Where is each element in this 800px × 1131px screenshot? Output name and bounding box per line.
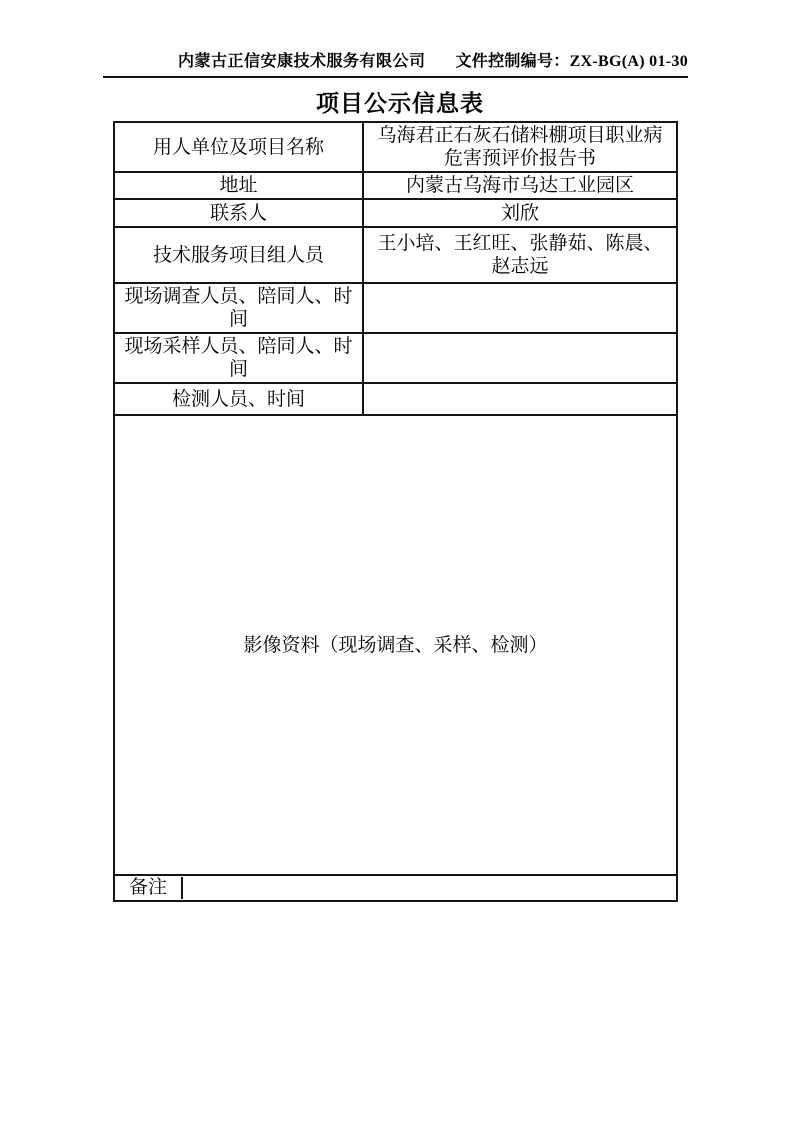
row-label-cell: 检测人员、时间 [114,383,363,415]
row-value-cell: 内蒙古乌海市乌达工业园区 [363,172,677,199]
row-label-cell: 技术服务项目组人员 [114,227,363,283]
row-value-cell: 王小培、王红旺、张静茹、陈晨、赵志远 [363,227,677,283]
row-value-cell: 乌海君正石灰石储料棚项目职业病危害预评价报告书 [363,122,677,172]
page-title: 项目公示信息表 [316,91,484,116]
row-label-cell: 联系人 [114,199,363,227]
row-site-sampling [114,333,677,383]
remark-cell [114,875,677,901]
row-value-cell [363,283,677,333]
row-value-cell [363,383,677,415]
row-testing-personnel [114,383,677,415]
remark-value [183,877,676,899]
row-value-cell: 刘欣 [363,199,677,227]
project-info-table [113,121,678,902]
remark-label: 备注 [115,877,183,899]
row-site-survey [114,283,677,333]
remark-wrap [115,877,676,899]
row-label-cell: 现场调查人员、陪同人、时间 [114,283,363,333]
media-section-cell: 影像资料（现场调查、采样、检测） [114,415,677,875]
company-name: 内蒙古正信安康技术服务有限公司 [177,53,426,70]
row-value-cell [363,333,677,383]
row-media-materials [114,415,677,875]
row-service-team [114,227,677,283]
row-label-cell: 地址 [114,172,363,199]
doc-control-number: 文件控制编号：ZX-BG(A) 01-30 [455,53,688,70]
document-header [103,52,688,78]
row-contact-person [114,199,677,227]
row-label-cell: 现场采样人员、陪同人、时间 [114,333,363,383]
row-remark [114,875,677,901]
row-label-cell: 用人单位及项目名称 [114,122,363,172]
row-address [114,172,677,199]
row-employer-project [114,122,677,172]
